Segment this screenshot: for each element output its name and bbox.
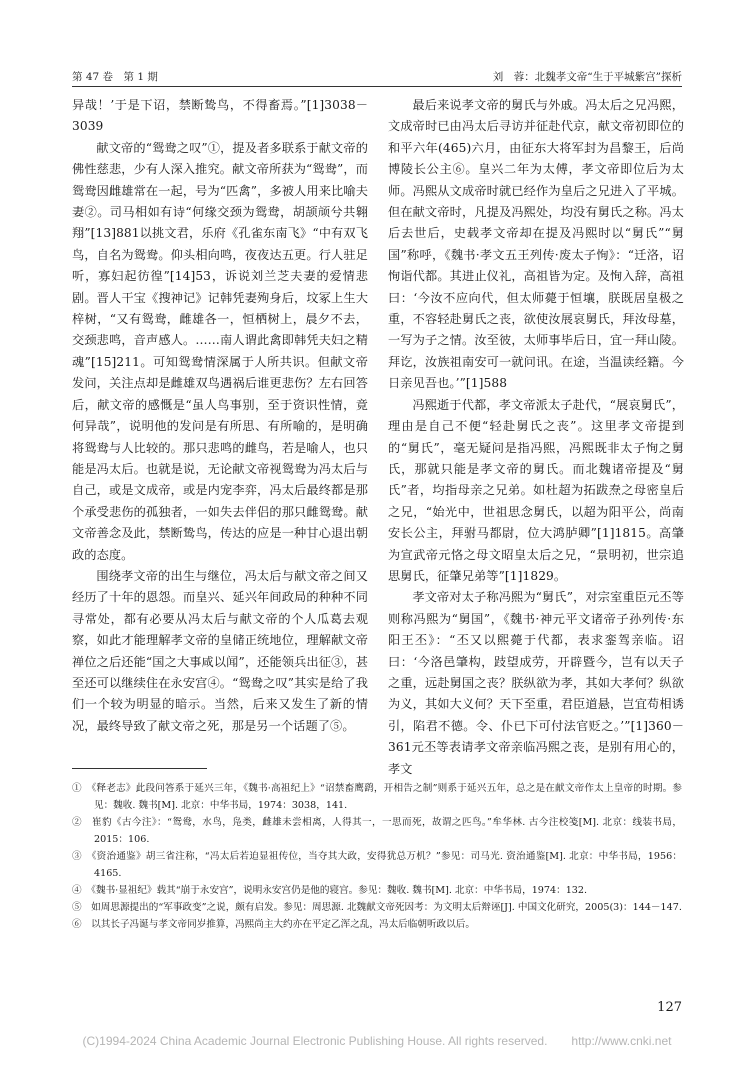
right-paragraph-2: 冯熙逝于代都，孝文帝派太子赴代，“展哀舅氏”，理由是自己不便“轻赴舅氏之丧”。这里孝文帝提到的“舅氏”，毫无疑问是指冯熙，冯熙既非太子恂之舅氏，那就只能是孝文帝的舅氏。而北魏诸帝提及“舅氏”者，均指母亲之兄弟。如杜超为拓跋焘之母密皇后之兄，“始光中，世祖思念舅氏，以超为阳平公，尚南安长公主，拜驸马都尉，位大鸿胪卿”[1]1815。高肇为宣武帝元恪之母文昭皇太后之兄，“景明初，世宗追思舅氏，征肇兄弟等”[1]1829。: [388, 397, 684, 583]
footnote-6: ⑥ 以其长子冯诞与孝文帝同岁推算，冯熙尚主大约亦在平定乙浑之乱，冯太后临朝听政以后。: [72, 919, 475, 930]
right-paragraph-1: 最后来说孝文帝的舅氏与外戚。冯太后之兄冯熙，文成帝时已由冯太后寻访并征赴代京，献文帝初即位的和平六年(465)六月，由征东大将军封为昌黎王，后尚博陵长公主⑥。皇兴二年为太傅，孝文帝即位后为太师。冯熙从文成帝时就已经作为皇后之兄进入了平城。但在献文帝时，凡提及冯熙处，均没有舅氏之称。冯太后去世后，史载孝文帝却在提及冯熙时以“舅氏”“舅国”称呼，《魏书·孝文五王列传·废太子恂》：“迁洛，诏恂诣代都。其进止仪礼，高祖皆为定。及恂入辞，高祖曰：‘今汝不应向代，但太师薨于恒壤，朕既居皇极之重，不容轻赴舅氏之丧，欲使汝展哀舅氏，拜汝母墓，一写为子之情。汝至彼，太师事毕后日，宜一拜山陵。拜讫，汝族祖南安可一就问讯。在途，当温读经籍。今日亲见吾也。’”[1]588: [388, 98, 684, 391]
footnote-rule: [72, 768, 207, 769]
footnote-2: ② 崔豹《古今注》：“鸳鸯，水鸟，凫类，雌雄未尝相离，人得其一，一思而死，故谓之匹鸟。”牟华林. 古今注校笺[M]. 北京：线装书局，2015：106.: [72, 817, 682, 845]
header-rule: [72, 86, 682, 87]
running-header: [72, 66, 682, 84]
page-number: 127: [657, 1000, 682, 1015]
footnotes: [72, 780, 682, 933]
footnote-5: ⑤ 如周思源提出的“军事政变”之说，颇有启发。参见：周思源. 北魏献文帝死因考：为文明太后辩诬[J]. 中国文化研究，2005(3)：144－147.: [72, 902, 682, 913]
footnote-1: ① 《释老志》此段问答系于延兴三年，《魏书·高祖纪上》“诏禁畜鹰鹞，开相告之制”则系于延兴五年，总之是在献文帝作太上皇帝的时期。参见：魏收. 魏书[M]. 北京：中华书局，1974：3038，141.: [72, 783, 682, 811]
left-paragraph-3: 围绕孝文帝的出生与继位，冯太后与献文帝之间又经历了十年的恩怨。而皇兴、延兴年间政局的种种不同寻常处，都有必要从冯太后与献文帝的个人瓜葛去观察，如此才能理解孝文帝的皇储正统地位，理解献文帝禅位之后还能“国之大事咸以闻”，还能领兵出征③，甚至还可以继续住在永安宫④。“鸳鸯之叹”其实是给了我们一个较为明显的暗示。当然，后来又发生了新的情况，最终导致了献文帝之死，那是另一个话题了⑤。: [72, 568, 368, 733]
right-column: [388, 95, 684, 776]
copyright-watermark: (C)1994-2024 China Academic Journal Electronic Publishing House. All rights reserved. http://www.cnki.net: [82, 1034, 672, 1048]
right-paragraph-3: 孝文帝对太子称冯熙为“舅氏”，对宗室重臣元丕等则称冯熙为“舅国”，《魏书·神元平文诸帝子孙列传·东阳王丕》：“丕又以熙薨于代都，表求銮驾亲临。诏曰：‘今洛邑肇构，跂望成劳，开辟暨今，岂有以天子之重，远赴舅国之丧？朕纵欲为孝，其如大孝何？纵欲为义，其如大义何？天下至重，君臣道悬，岂宜苟相诱引，陷君不德。令、仆已下可付法官贬之。’”[1]360－361元丕等表请孝文帝亲临冯熙之丧，是别有用心的，孝文: [388, 590, 684, 776]
left-paragraph-1: 异哉！’于是下诏，禁断鸷鸟，不得畜焉。”[1]3038－3039: [72, 98, 368, 134]
footnote-4: ④ 《魏书·显祖纪》载其“崩于永安宫”，说明永安宫仍是他的寝宫。参见：魏收. 魏书[M]. 北京：中华书局，1974：132.: [72, 885, 588, 896]
header-volume-issue: 第 47 卷 第 1 期: [72, 71, 158, 83]
left-paragraph-2: 献文帝的“鸳鸯之叹”①，提及者多联系于献文帝的佛性慈悲，少有人深入推究。献文帝所获为“鸳鸯”，而鸳鸯因雌雄常在一起，号为“匹禽”，多被人用来比喻夫妻②。司马相如有诗“何缘交颈为鸳鸯，胡颉颃兮共翱翔”[13]881以挑文君，乐府《孔雀东南飞》“中有双飞鸟，自名为鸳鸯。仰头相向鸣，夜夜达五更。行人驻足听，寡妇起彷徨”[14]53，诉说刘兰芝夫妻的爱情悲剧。晋人干宝《搜神记》记韩凭妻殉身后，坟冢上生大梓树，“又有鸳鸯，雌雄各一，恒栖树上，晨夕不去，交颈悲鸣，音声感人。……南人谓此禽即韩凭夫妇之精魂”[15]211。可知鸳鸯情深属于人所共识。但献文帝发问，关注点却是雌雄双鸟遇祸后谁更悲伤？左右回答后，献文帝的感慨是“虽人鸟事别，至于资识性情，竟何异哉”，说明他的发问是有所思、有所喻的，是明确将鸳鸯与人比较的。那只悲鸣的雌鸟，若是喻人，也只能是冯太后。也就是说，无论献文帝视鸳鸯为冯太后与自己，或是文成帝，或是内宠李弈，冯太后最终都是那个承受悲伤的孤独者，一如失去伴侣的那只雌鸳鸯。献文帝善念及此，禁断鸷鸟，传达的应是一种甘心退出朝政的态度。: [72, 140, 368, 562]
body-columns: [72, 95, 684, 776]
header-article-title: 刘 蓉：北魏孝文帝“生于平城紫宫”探析: [492, 71, 682, 83]
left-column: [72, 95, 368, 750]
footnote-3: ③ 《资治通鉴》胡三省注称，“冯太后若迫显祖传位，当夺其大政，安得犹总万机？”参见：司马光. 资治通鉴[M]. 北京：中华书局，1956：4165.: [72, 851, 682, 879]
